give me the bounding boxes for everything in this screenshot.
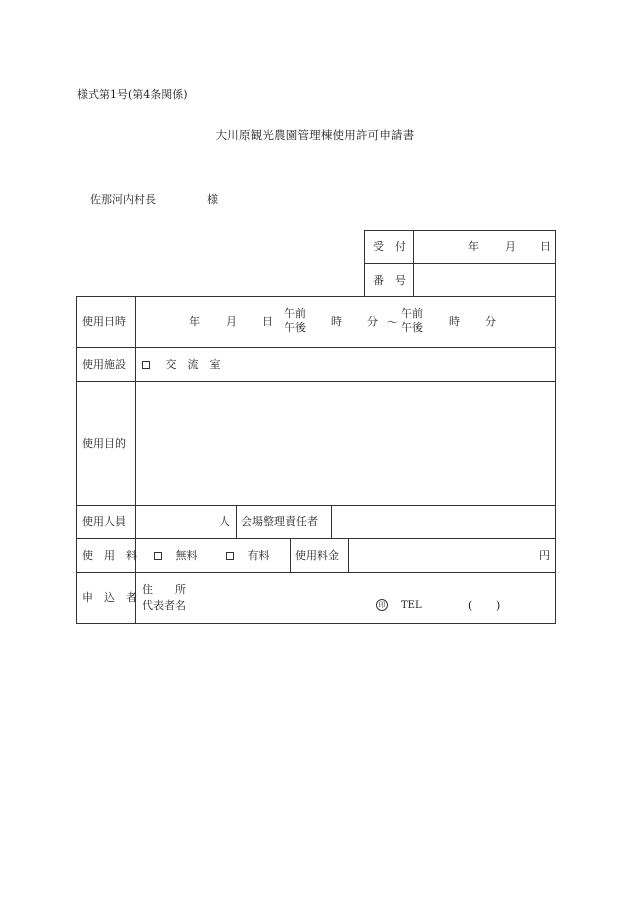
fee-label: 使 用 料 — [82, 549, 137, 562]
document-title: 大川原観光農園管理棟使用許可申請書 — [215, 128, 415, 142]
tel-label: TEL — [401, 600, 422, 611]
fee-amount-label: 使用料金 — [295, 549, 339, 562]
end-pm: 午後 — [401, 321, 423, 334]
datetime-year: 年 — [189, 315, 200, 328]
facility-option[interactable] — [142, 358, 221, 371]
manager-field[interactable] — [332, 506, 555, 537]
purpose-label: 使用目的 — [82, 437, 126, 450]
address-label: 住 所 — [142, 583, 186, 596]
row-divider — [76, 538, 556, 539]
addressee: 佐那河内村長 — [90, 193, 156, 206]
datetime-label: 使用日時 — [82, 315, 126, 328]
start-am: 午前 — [284, 307, 306, 320]
attendees-label: 使用人員 — [82, 515, 126, 528]
end-ampm — [401, 307, 423, 335]
honorific: 様 — [207, 193, 218, 206]
facility-label: 使用施設 — [82, 358, 126, 371]
fee-paid-option[interactable] — [226, 549, 270, 562]
applicant-label: 申 込 者 — [82, 591, 137, 604]
start-hour: 時 — [331, 315, 342, 328]
reception-number-field[interactable] — [414, 264, 555, 296]
received-year: 年 — [468, 240, 479, 253]
facility-checkbox[interactable] — [142, 361, 150, 369]
start-minute: 分 — [367, 315, 378, 328]
seal-mark-icon: 印 — [376, 599, 388, 611]
tel-paren-close: ) — [496, 599, 501, 612]
representative-label: 代表者名 — [142, 599, 186, 612]
fee-paid-checkbox[interactable] — [226, 552, 234, 560]
start-ampm — [284, 307, 306, 335]
end-minute: 分 — [485, 315, 496, 328]
row-divider — [76, 572, 556, 573]
tel-paren-open: ( — [468, 599, 473, 612]
datetime-day: 日 — [262, 315, 273, 328]
datetime-month: 月 — [226, 315, 237, 328]
start-pm: 午後 — [284, 321, 306, 334]
number-label: 番 号 — [373, 274, 406, 287]
purpose-field[interactable] — [136, 382, 555, 504]
cell-divider — [236, 505, 237, 538]
form-number: 様式第1号(第4条関係) — [77, 88, 188, 101]
attendees-unit: 人 — [219, 515, 230, 528]
cell-divider — [290, 538, 291, 572]
cell-divider — [348, 538, 349, 572]
received-label: 受 付 — [373, 240, 406, 253]
received-day: 日 — [540, 240, 551, 253]
fee-paid-label: 有料 — [247, 549, 270, 562]
end-hour: 時 — [449, 315, 460, 328]
manager-label: 会場整理責任者 — [241, 515, 318, 528]
fee-free-option[interactable] — [154, 549, 198, 562]
facility-option-label: 交 流 室 — [165, 358, 221, 371]
fee-free-checkbox[interactable] — [154, 552, 162, 560]
fee-free-label: 無料 — [175, 549, 198, 562]
fee-currency: 円 — [539, 549, 550, 562]
received-month: 月 — [505, 240, 516, 253]
row-divider — [76, 347, 556, 348]
end-am: 午前 — [401, 307, 423, 320]
time-range-tilde: ～ — [387, 316, 398, 329]
